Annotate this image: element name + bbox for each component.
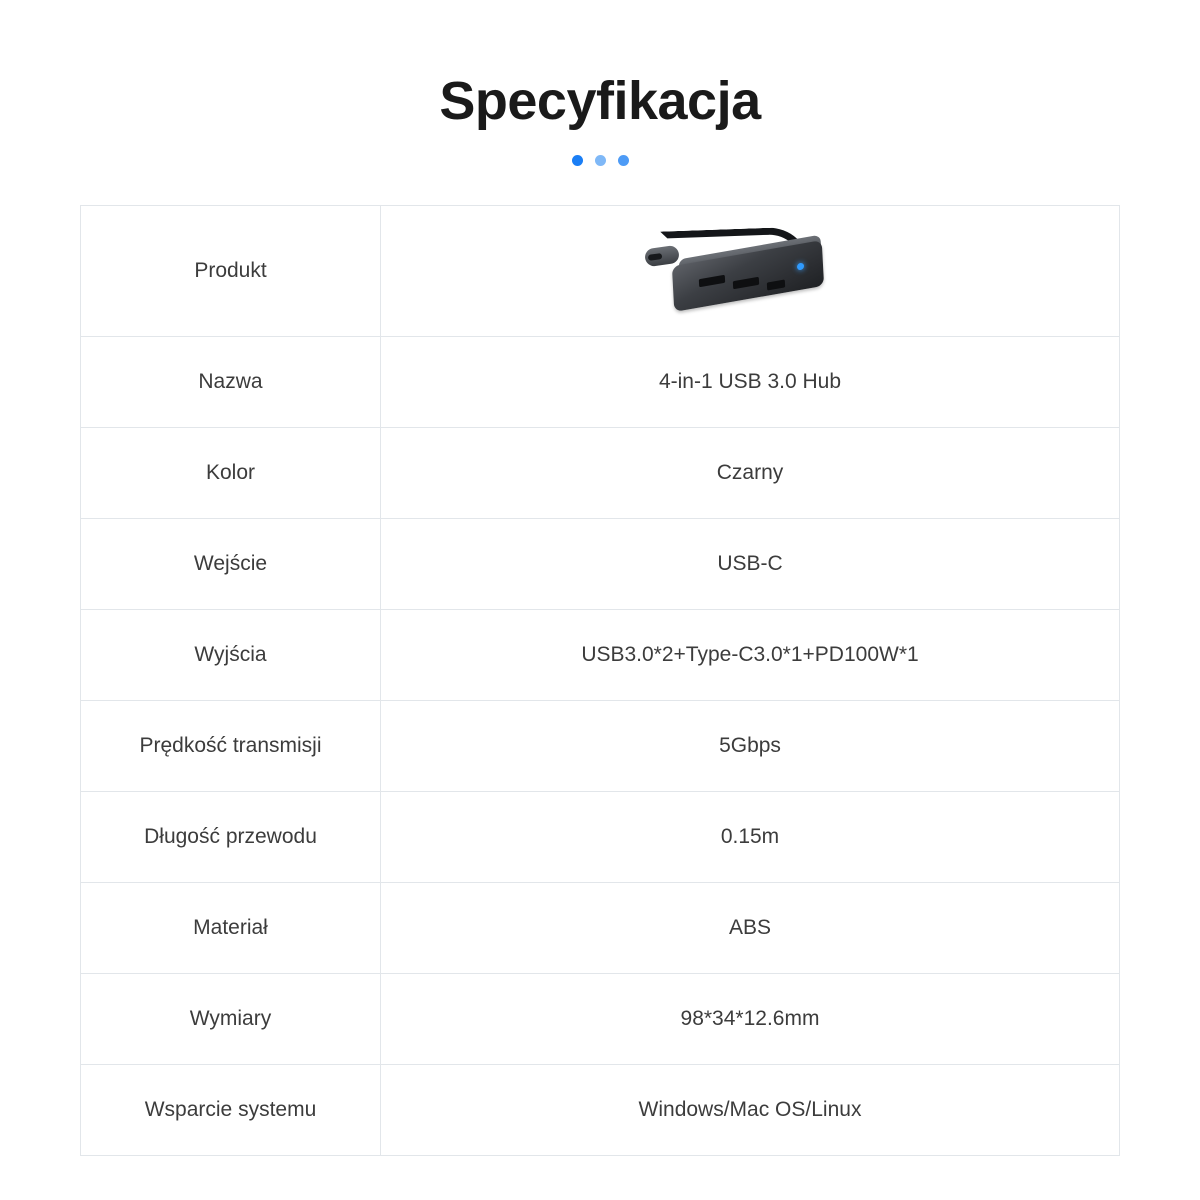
carousel-dots[interactable]: [0, 155, 1200, 166]
table-row: [81, 519, 1119, 610]
carousel-dot-3[interactable]: [618, 155, 629, 166]
spec-label: Wejście: [81, 519, 381, 609]
table-row: [81, 337, 1119, 428]
spec-value: 4-in-1 USB 3.0 Hub: [658, 370, 842, 393]
spec-value: USB3.0*2+Type-C3.0*1+PD100W*1: [581, 643, 919, 666]
table-row: [81, 428, 1119, 519]
spec-value: 5Gbps: [719, 734, 781, 757]
table-row: [81, 883, 1119, 974]
specification-table: [80, 205, 1120, 1156]
spec-label: Wsparcie systemu: [81, 1065, 381, 1155]
table-row: [81, 701, 1119, 792]
carousel-dot-1[interactable]: [572, 155, 583, 166]
spec-label: Długość przewodu: [81, 792, 381, 882]
spec-label: Kolor: [81, 428, 381, 518]
spec-value: USB-C: [717, 552, 783, 575]
table-row: [81, 792, 1119, 883]
spec-label: Wyjścia: [81, 610, 381, 700]
spec-label: Wymiary: [81, 974, 381, 1064]
table-row: [81, 1065, 1119, 1156]
spec-label: Produkt: [81, 206, 381, 336]
spec-label: Materiał: [81, 883, 381, 973]
table-row: [81, 206, 1119, 337]
spec-value: 0.15m: [720, 825, 780, 848]
spec-value: Czarny: [716, 461, 784, 484]
usb-hub-product-image: [645, 223, 855, 319]
table-row: [81, 974, 1119, 1065]
carousel-dot-2[interactable]: [595, 155, 606, 166]
spec-label: Nazwa: [81, 337, 381, 427]
spec-value: ABS: [728, 916, 772, 939]
spec-value: 98*34*12.6mm: [680, 1007, 820, 1030]
spec-label: Prędkość transmisji: [81, 701, 381, 791]
spec-value: Windows/Mac OS/Linux: [638, 1098, 862, 1121]
page-title: Specyfikacja: [439, 71, 761, 131]
spec-value-image: [381, 206, 1119, 336]
table-row: [81, 610, 1119, 701]
